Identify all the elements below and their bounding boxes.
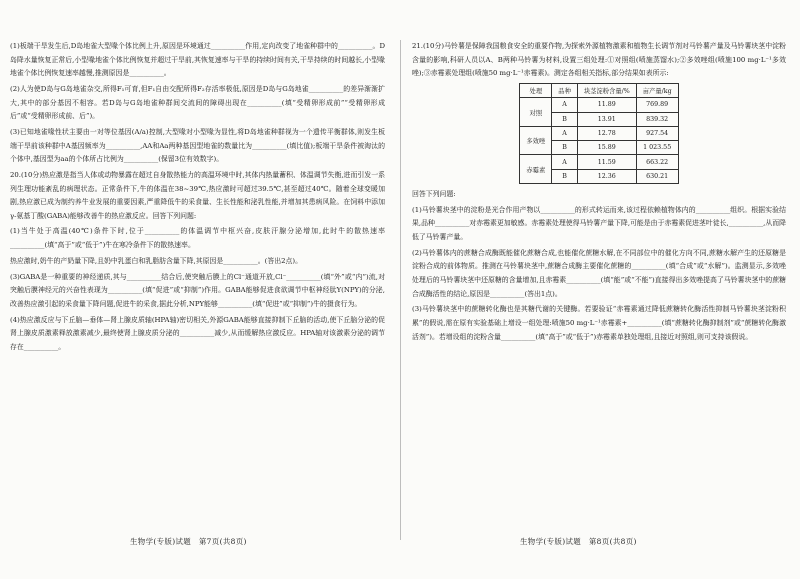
table-cell: 839.32 <box>636 112 678 126</box>
results-table <box>519 83 678 184</box>
table-cell: 1 023.55 <box>636 141 678 155</box>
question-19-part-2: (2)人为使D岛与G岛地雀杂交,所得F₁可育,但F₁自由交配所得F₂存活率极低,原因是D岛与G岛地雀__________的差异渐渐扩大,其中的部分基因不相容。若D岛与G岛地雀种群间交流间的障碍出现在__________(填“受精卵形成前”“受精卵形成后”或“受精卵形成前、后”)。 <box>10 84 385 121</box>
table-cell: 15.89 <box>577 141 636 155</box>
question-21-part-1: (1)马铃薯块茎中的淀粉是光合作用产物以__________的形式转运而来,该过程依赖植物体内的__________组织。根据实验结果,品种__________对赤霉素更加敏感。赤霉素处理使得马铃薯产量下降,可能是由于赤霉素促进茎叶徒长,__________,从而降低了马铃薯产量。 <box>412 205 786 242</box>
table-group-cell: 对照 <box>520 98 552 127</box>
answer-prompt: 回答下列问题: <box>412 190 456 199</box>
page-8-column <box>412 40 786 520</box>
table-row <box>520 155 678 169</box>
page-footer-left: 生物学(专版)试题 第7页(共8页) <box>130 537 247 546</box>
question-21-stem: 21.(10分)马铃薯是保障我国粮食安全的重要作物,为探索外源植物激素和植物生长调节剂对马铃薯产量及马铃薯块茎中淀粉含量的影响,科研人员以A、B两种马铃薯为材料,设置三组处理:①对照组(喷施蒸馏水);②多效唑组(喷施100 mg·L⁻¹多效唑);③赤霉素处理组(喷施50 mg·L⁻¹赤霉素)。测定各组相关指标,部分结果如表所示: <box>412 42 786 78</box>
table-header-row <box>520 83 678 97</box>
table-row <box>520 98 678 112</box>
table-cell: A <box>552 98 578 112</box>
table-header-cell: 块茎淀粉含量/% <box>577 83 636 97</box>
question-19-part-3: (3)已知地雀喙性状主要由一对等位基因(A/a)控制,大型喙对小型喙为显性,将D岛地雀种群视为一个遗传平衡群体,则发生板端干旱前该种群中A基因频率为__________,AA和Aa两种基因型地雀的数量比为__________(填比值);板端干旱条件被淘汰的个体中,基因型为aa的个体所占比例为__________(保留3位有效数字)。 <box>10 127 385 164</box>
table-header-cell: 品种 <box>552 83 578 97</box>
column-divider <box>400 40 401 540</box>
table-cell: 630.21 <box>636 169 678 183</box>
question-19-part-1: (1)板端干旱发生后,D岛地雀大型喙个体比例上升,原因是环境通过__________作用,定向改变了地雀种群中的__________。D岛降水量恢复正常后,小型喙地雀个体比例恢复并超过干旱前,其恢复速率与干旱的持续时间有关,干旱持续的时间越长,小型喙地雀个体比例恢复速率越慢,推测原因是__________。 <box>10 42 385 78</box>
table-cell: 663.22 <box>636 155 678 169</box>
table-cell: 769.89 <box>636 98 678 112</box>
table-cell: B <box>552 112 578 126</box>
table-group-cell: 多效唑 <box>520 126 552 155</box>
page-footer-right: 生物学(专版)试题 第8页(共8页) <box>520 537 637 546</box>
table-cell: 12.78 <box>577 126 636 140</box>
table-group-cell: 赤霉素 <box>520 155 552 184</box>
table-cell: A <box>552 126 578 140</box>
question-20-part-2: 热应激时,奶牛的产奶量下降,且奶中乳蛋白和乳脂肪含量下降,其原因是__________。(答出2点)。 <box>10 256 302 265</box>
table-cell: 13.91 <box>577 112 636 126</box>
question-20-part-4: (4)热应激反应与下丘脑—垂体—肾上腺皮质轴(HPA轴)密切相关,外源GABA能够直接抑制下丘脑的活动,使下丘脑分泌的促肾上腺皮质激素释放激素减少,最终使肾上腺皮质分泌的__________减少,从而缓解热应激反应。HPA轴对该激素分泌的调节存在__________。 <box>10 315 385 351</box>
question-21-part-3: (3)马铃薯块茎中的蔗糖转化酶也是其糖代谢的关键酶。若要验证“赤霉素通过降低蔗糖转化酶活性抑制马铃薯块茎淀粉积累”的假说,需在原有实验基础上增设一组处理:喷施50 mg·L⁻¹赤霉素+__________(填“蔗糖转化酶抑制剂”或“蔗糖转化酶激活剂”)。若增设组的淀粉含量__________(填“高于”或“低于”)赤霉素单独处理组,且接近对照组,则可支持该假说。 <box>412 305 786 341</box>
question-20-part-1: (1)当牛处于高温(40℃)条件下时,位于__________的体温调节中枢兴奋,皮肤汗腺分泌增加,此时牛的散热速率__________(填“高于”或“低于”)牛在寒冷条件下的散热速率。 <box>10 227 385 250</box>
table-cell: 927.54 <box>636 126 678 140</box>
table-cell: A <box>552 155 578 169</box>
table-cell: 11.89 <box>577 98 636 112</box>
question-21-part-2: (2)马铃薯体内的蔗糖合成酶既能催化蔗糖合成,也能催化蔗糖水解,在不同部位中的催化方向不同,蔗糖水解产生的还原糖是淀粉合成的前体物质。推测在马铃薯块茎中,蔗糖合成酶主要催化蔗糖的__________(填“合成”或“水解”)。监测显示,多效唑处理后的马铃薯块茎中还原糖的含量增加,且赤霉素__________(填“能”或“不能”)直接得出多效唑提高了马铃薯块茎中的蔗糖合成酶活性的结论,原因是__________(答出1点)。 <box>412 248 786 298</box>
table-cell: B <box>552 169 578 183</box>
table-cell: 11.59 <box>577 155 636 169</box>
table-cell: B <box>552 141 578 155</box>
table-row <box>520 126 678 140</box>
question-20-part-3: (3)GABA是一种重要的神经递质,其与__________结合后,使突触后膜上的Cl⁻通道开放,Cl⁻__________(填“外”或“内”)流,对突触后膜神经元的兴奋性表现为__________(填“促进”或“抑制”)作用。GABA能够促进食欲调节中枢神经肽Y(NPY)的分泌,改善热应激引起的采食量下降问题,促进牛的采食,据此分析,NPY能够__________(填“促进”或“抑制”)牛的摄食行为。 <box>10 272 385 308</box>
table-header-cell: 处理 <box>520 83 552 97</box>
question-20-stem: 20.(10分)热应激是指当人体或动物暴露在超过自身散热能力的高温环境中时,其体内热量蓄积、体温调节失衡,进而引发一系列生理功能紊乱的病理状态。正常条件下,牛的体温在38~39℃,热应激时可超过39.5℃,甚至超过40℃。随着全球变暖加剧,热应激已成为制约养牛业发展的重要因素,严重降低牛的采食量、生长性能和泌乳性能,并增加其患病风险。在饲料中添加γ-氨基丁酸(GABA)能够改善牛的热应激反应。回答下列问题: <box>10 170 385 220</box>
table-header-cell: 亩产量/kg <box>636 83 678 97</box>
table-cell: 12.36 <box>577 169 636 183</box>
page-7-column <box>10 40 385 520</box>
